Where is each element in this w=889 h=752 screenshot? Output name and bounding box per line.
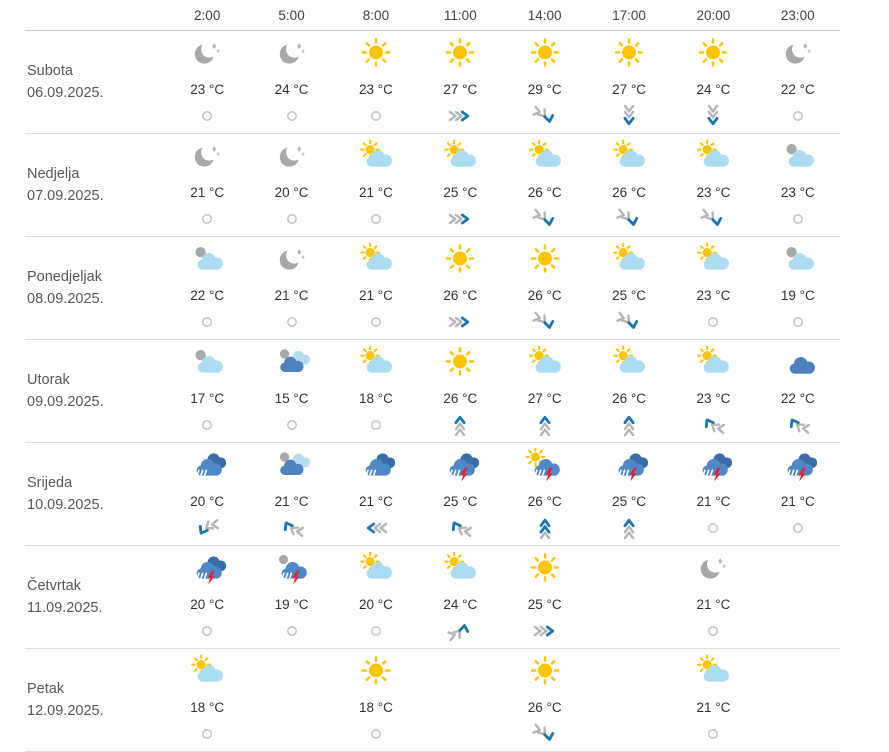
partly-cloudy-day-icon: [609, 345, 649, 379]
wind-calm-icon: [190, 311, 224, 333]
wind-calm-icon: [190, 414, 224, 436]
forecast-cell: [671, 134, 755, 236]
wind-calm-icon: [696, 311, 730, 333]
forecast-cell: [334, 649, 418, 751]
temperature-value: 21 °C: [358, 288, 393, 303]
storm-icon: [187, 551, 227, 585]
wind-dir-nw-icon: [443, 517, 477, 539]
temperature-value: 26 °C: [527, 700, 562, 715]
day-date: 12.09.2025.: [27, 703, 104, 719]
time-column-label: 2:00: [194, 8, 221, 23]
temperature-value: 25 °C: [443, 185, 478, 200]
forecast-cell: [334, 31, 418, 133]
forecast-cell: [587, 237, 671, 339]
day-date: 08.09.2025.: [27, 291, 104, 307]
forecast-row: [25, 134, 840, 237]
rain-icon: [187, 448, 227, 482]
partly-cloudy-day-icon: [356, 345, 396, 379]
wind-dir-se-icon: [612, 208, 646, 230]
forecast-cell: [587, 340, 671, 442]
forecast-cell: [756, 443, 840, 545]
forecast-cell: [334, 134, 418, 236]
partly-cloudy-day-icon: [609, 139, 649, 173]
clear-night-icon: [272, 36, 312, 70]
partly-cloudy-day-icon: [356, 551, 396, 585]
temperature-value: 18 °C: [358, 391, 393, 406]
forecast-cell: [418, 237, 502, 339]
wind-calm-icon: [190, 723, 224, 745]
temperature-value: 18 °C: [190, 700, 225, 715]
temperature-value: 21 °C: [696, 494, 731, 509]
forecast-cell: [165, 31, 249, 133]
temperature-value: 29 °C: [527, 82, 562, 97]
wind-calm-icon: [781, 517, 815, 539]
forecast-cell: [165, 546, 249, 648]
day-date: 06.09.2025.: [27, 85, 104, 101]
temperature-value: 23 °C: [358, 82, 393, 97]
storm-icon: [778, 448, 818, 482]
forecast-cell-empty: [756, 546, 840, 648]
day-label: [25, 369, 165, 413]
temperature-value: 23 °C: [696, 185, 731, 200]
forecast-cell: [503, 31, 587, 133]
day-label: [25, 575, 165, 619]
temperature-value: 19 °C: [780, 288, 815, 303]
cloudy-night-icon: [778, 139, 818, 173]
sunny-icon: [440, 36, 480, 70]
forecast-cell: [587, 443, 671, 545]
partly-cloudy-day-icon: [525, 139, 565, 173]
wind-dir-n2-icon: [528, 517, 562, 539]
day-label: [25, 678, 165, 722]
wind-dir-e-icon: [443, 311, 477, 333]
sunny-icon: [356, 654, 396, 688]
wind-calm-icon: [781, 208, 815, 230]
temperature-value: 21 °C: [358, 185, 393, 200]
wind-dir-e-icon: [528, 620, 562, 642]
time-column-label: 14:00: [527, 8, 562, 23]
forecast-row: [25, 31, 840, 134]
wind-calm-icon: [696, 517, 730, 539]
forecast-cell: [671, 546, 755, 648]
temperature-value: 23 °C: [780, 185, 815, 200]
cloudy-night-icon: [778, 242, 818, 276]
partly-cloudy-day-icon: [440, 551, 480, 585]
temperature-value: 21 °C: [696, 597, 731, 612]
wind-calm-icon: [275, 105, 309, 127]
forecast-cell: [249, 237, 333, 339]
wind-dir-se-icon: [528, 311, 562, 333]
time-column-label: 11:00: [443, 8, 477, 23]
forecast-cell: [503, 237, 587, 339]
day-label: [25, 60, 165, 104]
wind-calm-icon: [275, 414, 309, 436]
clear-night-icon: [778, 36, 818, 70]
day-date: 07.09.2025.: [27, 188, 104, 204]
day-label: [25, 472, 165, 516]
day-date: 10.09.2025.: [27, 497, 104, 513]
wind-calm-icon: [275, 311, 309, 333]
temperature-value: 26 °C: [443, 391, 478, 406]
temperature-value: 21 °C: [190, 185, 225, 200]
wind-calm-icon: [190, 105, 224, 127]
partly-cloudy-day-icon: [525, 345, 565, 379]
wind-dir-e-icon: [443, 208, 477, 230]
temperature-value: 23 °C: [696, 391, 731, 406]
temperature-value: 19 °C: [274, 597, 309, 612]
forecast-row: [25, 340, 840, 443]
storm-night-icon: [272, 551, 312, 585]
wind-calm-icon: [359, 723, 393, 745]
storm-day-icon: [525, 448, 565, 482]
temperature-value: 27 °C: [612, 82, 647, 97]
wind-dir-n-icon: [612, 414, 646, 436]
temperature-value: 25 °C: [612, 494, 647, 509]
forecast-cell: [671, 340, 755, 442]
temperature-value: 21 °C: [780, 494, 815, 509]
wind-dir-se-icon: [612, 311, 646, 333]
mostly-cloudy-night-icon: [272, 448, 312, 482]
temperature-value: 20 °C: [190, 597, 225, 612]
forecast-cell: [503, 546, 587, 648]
forecast-cell: [165, 649, 249, 751]
partly-cloudy-day-icon: [356, 139, 396, 173]
temperature-value: 18 °C: [358, 700, 393, 715]
forecast-cell: [503, 340, 587, 442]
temperature-value: 25 °C: [527, 597, 562, 612]
temperature-value: 20 °C: [274, 185, 309, 200]
temperature-value: 26 °C: [527, 185, 562, 200]
forecast-cell: [418, 134, 502, 236]
wind-calm-icon: [190, 620, 224, 642]
wind-calm-icon: [781, 311, 815, 333]
forecast-row: [25, 237, 840, 340]
day-name: Ponedjeljak: [27, 269, 102, 285]
sunny-icon: [525, 36, 565, 70]
partly-cloudy-day-icon: [693, 242, 733, 276]
day-name: Subota: [27, 63, 73, 79]
sunny-icon: [693, 36, 733, 70]
temperature-value: 22 °C: [780, 391, 815, 406]
forecast-cell: [756, 31, 840, 133]
temperature-value: 25 °C: [612, 288, 647, 303]
forecast-cell-empty: [249, 649, 333, 751]
clear-night-icon: [693, 551, 733, 585]
wind-dir-se-icon: [528, 105, 562, 127]
temperature-value: 27 °C: [527, 391, 562, 406]
day-label: [25, 163, 165, 207]
temperature-value: 22 °C: [780, 82, 815, 97]
wind-dir-nw-icon: [275, 517, 309, 539]
forecast-cell: [165, 443, 249, 545]
temperature-value: 26 °C: [443, 288, 478, 303]
partly-cloudy-day-icon: [693, 345, 733, 379]
cloudy-icon: [778, 345, 818, 379]
forecast-cell: [165, 237, 249, 339]
time-column-label: 20:00: [696, 8, 731, 23]
wind-dir-ne-icon: [443, 620, 477, 642]
day-name: Četvrtak: [27, 578, 81, 594]
temperature-value: 27 °C: [443, 82, 478, 97]
forecast-cell: [334, 546, 418, 648]
day-name: Petak: [27, 681, 65, 697]
forecast-cell: [165, 340, 249, 442]
temperature-value: 26 °C: [612, 185, 647, 200]
partly-cloudy-day-icon: [440, 139, 480, 173]
forecast-cell-empty: [756, 649, 840, 751]
day-label: [25, 266, 165, 310]
forecast-cell: [165, 134, 249, 236]
partly-cloudy-day-icon: [609, 242, 649, 276]
temperature-value: 21 °C: [696, 700, 731, 715]
forecast-cell: [503, 443, 587, 545]
wind-calm-icon: [275, 620, 309, 642]
forecast-cell: [418, 546, 502, 648]
partly-cloudy-day-icon: [693, 139, 733, 173]
sunny-icon: [440, 345, 480, 379]
forecast-cell: [418, 340, 502, 442]
forecast-cell: [671, 237, 755, 339]
wind-dir-nw-icon: [781, 414, 815, 436]
temperature-value: 21 °C: [358, 494, 393, 509]
temperature-value: 26 °C: [527, 288, 562, 303]
wind-calm-icon: [275, 208, 309, 230]
temperature-value: 21 °C: [274, 494, 309, 509]
forecast-cell: [756, 134, 840, 236]
time-header-row: [25, 0, 840, 31]
sunny-icon: [440, 242, 480, 276]
temperature-value: 21 °C: [274, 288, 309, 303]
forecast-cell: [756, 340, 840, 442]
temperature-value: 23 °C: [190, 82, 225, 97]
mostly-cloudy-night-icon: [272, 345, 312, 379]
temperature-value: 24 °C: [274, 82, 309, 97]
forecast-cell-empty: [587, 649, 671, 751]
wind-calm-icon: [359, 208, 393, 230]
time-column-label: 5:00: [278, 8, 305, 23]
forecast-cell: [249, 546, 333, 648]
day-name: Nedjelja: [27, 166, 80, 182]
wind-calm-icon: [359, 311, 393, 333]
sunny-icon: [525, 654, 565, 688]
sunny-icon: [609, 36, 649, 70]
clear-night-icon: [187, 139, 227, 173]
forecast-cell: [418, 443, 502, 545]
sunny-icon: [525, 242, 565, 276]
forecast-row: [25, 649, 840, 752]
storm-icon: [609, 448, 649, 482]
forecast-cell: [249, 31, 333, 133]
temperature-value: 26 °C: [527, 494, 562, 509]
wind-dir-n-icon: [528, 414, 562, 436]
forecast-cell: [587, 31, 671, 133]
wind-calm-icon: [781, 105, 815, 127]
wind-dir-nw-icon: [696, 414, 730, 436]
partly-cloudy-day-icon: [356, 242, 396, 276]
wind-dir-n-icon: [443, 414, 477, 436]
forecast-cell: [587, 134, 671, 236]
wind-dir-s-icon: [612, 105, 646, 127]
forecast-row: [25, 443, 840, 546]
clear-night-icon: [272, 139, 312, 173]
temperature-value: 24 °C: [696, 82, 731, 97]
forecast-cell: [249, 340, 333, 442]
wind-calm-icon: [190, 208, 224, 230]
storm-icon: [693, 448, 733, 482]
cloudy-night-icon: [187, 345, 227, 379]
wind-dir-n-icon: [612, 517, 646, 539]
forecast-cell: [671, 649, 755, 751]
forecast-cell: [334, 237, 418, 339]
forecast-cell: [503, 134, 587, 236]
forecast-cell: [756, 237, 840, 339]
wind-dir-sw-icon: [190, 517, 224, 539]
partly-cloudy-day-icon: [187, 654, 227, 688]
forecast-cell: [418, 31, 502, 133]
forecast-cell: [334, 340, 418, 442]
temperature-value: 20 °C: [358, 597, 393, 612]
rain-icon: [356, 448, 396, 482]
time-column-label: 8:00: [362, 8, 390, 23]
temperature-value: 26 °C: [612, 391, 647, 406]
wind-calm-icon: [359, 620, 393, 642]
temperature-value: 17 °C: [190, 391, 225, 406]
wind-dir-s-icon: [696, 105, 730, 127]
sunny-icon: [356, 36, 396, 70]
wind-dir-se-icon: [528, 208, 562, 230]
temperature-value: 20 °C: [190, 494, 225, 509]
forecast-cell: [503, 649, 587, 751]
temperature-value: 15 °C: [274, 391, 309, 406]
forecast-cell: [249, 134, 333, 236]
temperature-value: 25 °C: [443, 494, 478, 509]
wind-calm-icon: [359, 105, 393, 127]
clear-night-icon: [272, 242, 312, 276]
clear-night-icon: [187, 36, 227, 70]
forecast-cell: [334, 443, 418, 545]
temperature-value: 22 °C: [190, 288, 225, 303]
forecast-cell: [249, 443, 333, 545]
forecast-cell: [671, 443, 755, 545]
sunny-icon: [525, 551, 565, 585]
forecast-cell-empty: [587, 546, 671, 648]
wind-dir-w-icon: [359, 517, 393, 539]
time-column-label: 17:00: [612, 8, 646, 23]
weather-forecast-widget: [25, 0, 840, 752]
storm-icon: [440, 448, 480, 482]
day-date: 09.09.2025.: [27, 394, 104, 410]
temperature-value: 24 °C: [443, 597, 478, 612]
wind-calm-icon: [359, 414, 393, 436]
wind-dir-se-icon: [696, 208, 730, 230]
wind-calm-icon: [696, 620, 730, 642]
partly-cloudy-day-icon: [693, 654, 733, 688]
forecast-cell-empty: [418, 649, 502, 751]
day-name: Utorak: [27, 372, 70, 388]
temperature-value: 23 °C: [696, 288, 731, 303]
forecast-cell: [671, 31, 755, 133]
time-column-label: 23:00: [780, 8, 815, 23]
day-date: 11.09.2025.: [27, 600, 103, 616]
day-name: Srijeda: [27, 475, 73, 491]
wind-dir-e-icon: [443, 105, 477, 127]
cloudy-night-icon: [187, 242, 227, 276]
wind-dir-se-icon: [528, 723, 562, 745]
forecast-row: [25, 546, 840, 649]
wind-calm-icon: [696, 723, 730, 745]
